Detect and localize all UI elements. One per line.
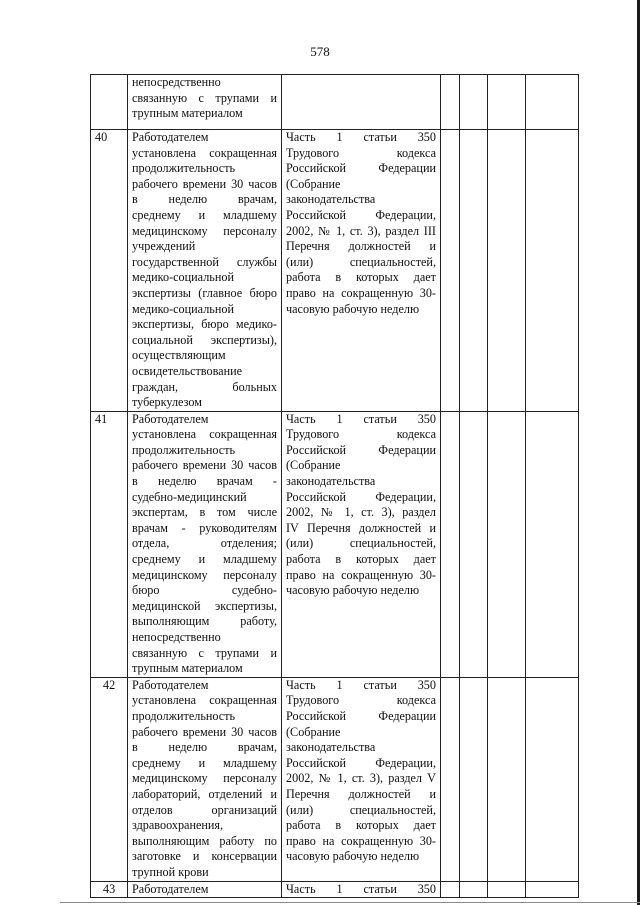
page-number: 578 [310,44,330,59]
requirement-line: в неделю врачам, [132,740,277,755]
table-row [91,881,579,898]
legal-basis-line: Российской Федерации [286,442,436,457]
legal-basis-line: законодательства [286,192,376,207]
legal-basis-cell [282,130,441,412]
legal-basis-line: право на сокращенную 30- [286,285,436,300]
row-number: 41 [91,411,128,677]
empty-cell [441,411,460,677]
empty-cell [441,130,460,412]
legal-basis-line: Российской Федерации [286,708,436,723]
legal-basis-line: часовую рабочую неделю [286,849,420,864]
empty-cell [441,75,460,130]
table-row [91,411,579,677]
empty-cell [526,75,579,130]
requirement-line: выполняющим работу, [132,614,277,629]
regulation-table-body [91,75,579,898]
requirement-line: Работодателем [132,677,209,692]
legal-basis-line: законодательства [286,740,376,755]
legal-basis-cell [282,75,441,130]
legal-basis-line: (Собрание [286,724,341,739]
legal-basis-line: работа в которых дает [286,818,436,833]
requirement-line: среднему и младшему [132,552,277,567]
requirement-line: в неделю врачам - [132,474,277,489]
requirement-line: учреждений [132,239,196,254]
legal-basis-line: Трудового кодекса [286,145,436,160]
requirement-cell [128,75,282,130]
requirement-line: туберкулезом [132,395,202,410]
legal-basis-line: 2002, № 1, ст. 3), раздел [286,505,436,520]
requirement-line: судебно-медицинский [132,489,247,504]
legal-basis-cell [282,411,441,677]
row-number: 43 [91,881,128,898]
requirement-line: медицинскому персоналу [132,567,277,582]
requirement-line: Работодателем [132,130,209,144]
requirement-line: трупным материалом [132,661,243,676]
requirement-line: социальной экспертизы), [132,332,277,347]
requirement-line: медико-социальной [132,270,234,285]
legal-basis-line: (или) специальностей, [286,802,436,817]
legal-basis-line: Российской Федерации, [286,489,436,504]
table-row [91,75,579,130]
table-row [91,130,579,412]
empty-cell [460,677,488,881]
legal-basis-line: (Собрание [286,176,341,191]
legal-basis-line: Часть 1 статьи 350 [286,130,436,144]
legal-basis-line: право на сокращенную 30- [286,833,436,848]
empty-cell [488,75,526,130]
legal-basis-line: Часть 1 статьи 350 [286,677,436,692]
requirement-line: медицинской экспертизы, [132,598,277,613]
legal-basis-line: часовую рабочую неделю [286,301,420,316]
requirement-line: рабочего времени 30 часов [132,458,277,473]
legal-basis-line: IV Перечня должностей и [286,520,436,535]
requirement-line: продолжительность [132,161,236,176]
requirement-line: продолжительность [132,708,236,723]
requirement-line: заготовке и консервации [132,849,277,864]
legal-basis-line: (или) специальностей, [286,536,436,551]
legal-basis-line: (Собрание [286,458,341,473]
requirement-line: установлена сокращенная [132,693,277,708]
page-bottom-edge [60,902,640,903]
empty-cell [526,411,579,677]
empty-cell [460,881,488,898]
empty-cell [488,677,526,881]
requirement-line: здравоохранения, [132,818,224,833]
requirement-line: экспертизы (главное бюро [132,285,277,300]
requirement-line: непосредственно [132,630,221,644]
row-number: 42 [91,677,128,881]
empty-cell [526,881,579,898]
legal-basis-line: Перечня должностей и [286,786,436,801]
empty-cell [441,881,460,898]
requirement-line: связанную с трупами и [132,90,277,105]
requirement-cell [128,881,282,898]
empty-cell [460,75,488,130]
requirement-cell [128,677,282,881]
requirement-line: трупным материалом [132,106,243,121]
requirement-cell [128,411,282,677]
legal-basis-line: Российской Федерации, [286,207,436,222]
requirement-line: врачам - руководителям [132,520,277,535]
requirement-line: отдела, отделения; [132,536,277,551]
legal-basis-line: часовую рабочую неделю [286,583,420,598]
requirement-line: лабораторий, отделений и [132,786,277,801]
requirement-line: экспертам, в том числе [132,505,277,520]
requirement-line: рабочего времени 30 часов [132,724,277,739]
empty-cell [488,411,526,677]
requirement-line: отделов организаций [132,802,277,817]
requirement-line: продолжительность [132,442,236,457]
requirement-line: рабочего времени 30 часов [132,176,277,191]
requirement-line: трупной крови [132,864,209,879]
legal-basis-line: Российской Федерации, [286,755,436,770]
row-number: 40 [91,130,128,412]
legal-basis-line: Перечня должностей и [286,239,436,254]
requirement-line: непосредственно [132,75,221,89]
empty-cell [441,677,460,881]
legal-basis-line: право на сокращенную 30- [286,567,436,582]
requirement-cell [128,130,282,412]
legal-basis-line: Трудового кодекса [286,693,436,708]
legal-basis-line: (или) специальностей, [286,254,436,269]
legal-basis-cell [282,677,441,881]
requirement-line: медицинскому персоналу [132,223,277,238]
requirement-line: экспертизы, бюро медико- [132,317,277,332]
requirement-line: установлена сокращенная [132,427,277,442]
table-row [91,677,579,881]
row-number [91,75,128,130]
requirement-line: медико-социальной [132,301,234,316]
legal-basis-line: Трудового кодекса [286,427,436,442]
empty-cell [526,130,579,412]
legal-basis-line: 2002, № 1, ст. 3), раздел V [286,771,436,786]
legal-basis-line: работа в которых дает [286,552,436,567]
empty-cell [488,881,526,898]
requirement-line: бюро судебно- [132,583,277,598]
legal-basis-cell [282,881,441,898]
legal-basis-line: Часть 1 статьи 350 [286,881,436,896]
empty-cell [526,677,579,881]
requirement-line: среднему и младшему [132,755,277,770]
empty-cell [460,411,488,677]
legal-basis-line: работа в которых дает [286,270,436,285]
requirement-line: освидетельствование [132,363,243,378]
legal-basis-line: Российской Федерации [286,161,436,176]
empty-cell [488,130,526,412]
requirement-line: выполняющим работу по [132,833,277,848]
requirement-line: Работодателем [132,881,209,896]
requirement-line: граждан, больных [132,379,277,394]
requirement-line: государственной службы [132,254,277,269]
requirement-line: осуществляющим [132,348,226,363]
requirement-line: связанную с трупами и [132,645,277,660]
requirement-line: медицинскому персоналу [132,771,277,786]
empty-cell [460,130,488,412]
requirement-line: среднему и младшему [132,207,277,222]
legal-basis-line: законодательства [286,474,376,489]
requirement-line: в неделю врачам, [132,192,277,207]
requirement-line: Работодателем [132,411,209,426]
legal-basis-line: 2002, № 1, ст. 3), раздел III [286,223,436,238]
legal-basis-line: Часть 1 статьи 350 [286,411,436,426]
regulation-table [90,74,579,898]
requirement-line: установлена сокращенная [132,145,277,160]
